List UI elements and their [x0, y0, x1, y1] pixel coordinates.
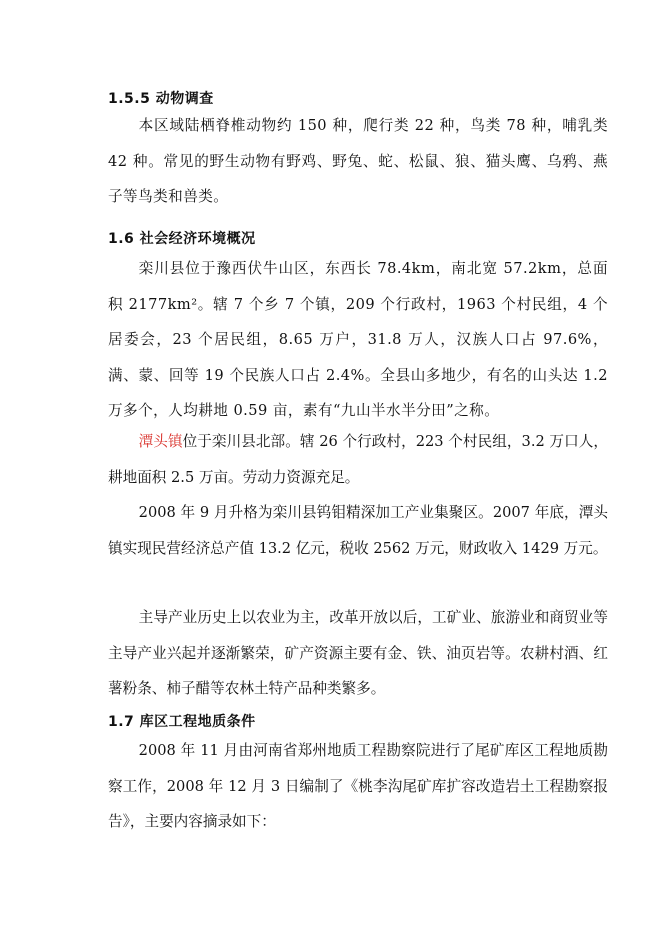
section-heading-1-5-5: 1.5.5 动物调查 [108, 91, 214, 107]
highlighted-town-name: 潭头镇 [138, 433, 183, 450]
paragraph-tantou-town [108, 424, 608, 495]
paragraph-tantou-town-text: 位于栾川县北部。辖 26 个行政村，223 个村民组，3.2 万口人，耕地面积 2.5 万亩。劳动力资源充足。 [108, 433, 608, 486]
paragraph-industrial-cluster: 2008 年 9 月升格为栾川县钨钼精深加工产业集聚区。2007 年底，潭头镇实现民营经济总产值 13.2 亿元，税收 2562 万元，财政收入 1429 万元。 [108, 504, 608, 557]
section-heading-1-7: 1.7 库区工程地质条件 [108, 714, 256, 730]
paragraph-leading-industries: 主导产业历史上以农业为主，改革开放以后，工矿业、旅游业和商贸业等主导产业兴起并逐渐繁荣，矿产资源主要有金、铁、油页岩等。农耕村酒、红薯粉条、柿子醋等农林土特产品种类繁多。 [108, 609, 608, 697]
paragraph-animal-survey: 本区域陆栖脊椎动物约 150 种，爬行类 22 种，鸟类 78 种，哺乳类 42 种。常见的野生动物有野鸡、野兔、蛇、松鼠、狼、猫头鹰、乌鸦、燕子等鸟类和兽类。 [108, 117, 608, 205]
paragraph-geological-survey: 2008 年 11 月由河南省郑州地质工程勘察院进行了尾矿库区工程地质勘察工作，2008 年 12 月 3 日编制了《桃李沟尾矿库扩容改造岩土工程勘察报告》，主要内容摘录如下： [108, 742, 608, 830]
section-heading-1-6: 1.6 社会经济环境概况 [108, 231, 256, 247]
paragraph-county-overview: 栾川县位于豫西伏牛山区，东西长 78.4km，南北宽 57.2km，总面积 2177km²。辖 7 个乡 7 个镇，209 个行政村，1963 个村民组，4 个居委会，23 个居民组，8.65 万户，31.8 万人，汉族人口占 97.6%，满、蒙、回等 19 个民族人口占 2.4%。全县山多地少，有名的山头达 1.2 万多个，人均耕地 0.59 亩，素有“九山半水半分田”之称。 [108, 260, 608, 419]
